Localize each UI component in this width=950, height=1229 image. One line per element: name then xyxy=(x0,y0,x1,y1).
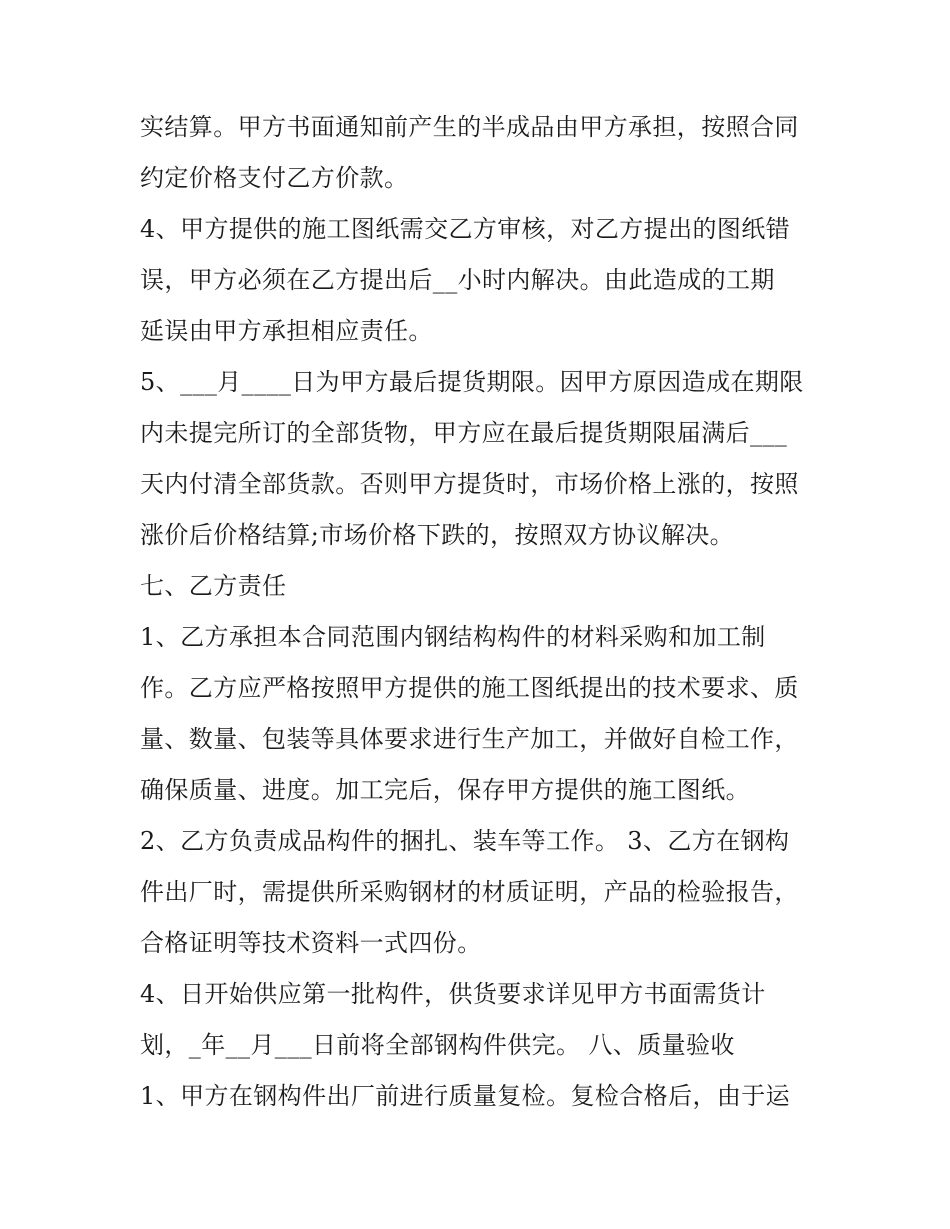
text-line: 4、甲方提供的施工图纸需交乙方审核，对乙方提出的图纸错 xyxy=(140,215,791,243)
text-line: 天内付清全部货款。否则甲方提货时，市场价格上涨的，按照 xyxy=(140,470,799,498)
text-line: 2、乙方负责成品构件的捆扎、装车等工作。 3、乙方在钢构 xyxy=(140,827,790,855)
section-heading: 七、乙方责任 xyxy=(140,572,287,600)
text-line: 量、数量、包装等具体要求进行生产加工，并做好自检工作， xyxy=(140,725,799,753)
text-line: 4、日开始供应第一批构件，供货要求详见甲方书面需货计 xyxy=(140,980,766,1008)
document-body xyxy=(140,102,830,1122)
text-line: 5、___月____日为甲方最后提货期限。因甲方原因造成在期限 xyxy=(140,368,804,396)
text-line: 件出厂时，需提供所采购钢材的材质证明，产品的检验报告， xyxy=(140,878,799,906)
text-line: 1、甲方在钢构件出厂前进行质量复检。复检合格后，由于运 xyxy=(140,1082,791,1110)
text-line: 合格证明等技术资料一式四份。 xyxy=(140,929,482,957)
text-line: 内未提完所订的全部货物，甲方应在最后提货期限届满后___ xyxy=(140,419,788,447)
text-line: 误，甲方必须在乙方提出后__小时内解决。由此造成的工期 xyxy=(140,266,775,294)
text-line: 1、乙方承担本合同范围内钢结构构件的材料采购和加工制 xyxy=(140,623,766,651)
text-line: 划，_年__月___日前将全部钢构件供完。 八、质量验收 xyxy=(140,1031,735,1059)
text-line: 作。乙方应严格按照甲方提供的施工图纸提出的技术要求、质 xyxy=(140,674,799,702)
text-line: 涨价后价格结算;市场价格下跌的，按照双方协议解决。 xyxy=(140,521,735,549)
text-line: 延误由甲方承担相应责任。 xyxy=(140,317,433,345)
text-line: 确保质量、进度。加工完后，保存甲方提供的施工图纸。 xyxy=(140,776,750,804)
text-line: 约定价格支付乙方价款。 xyxy=(140,164,409,192)
text-line: 实结算。甲方书面通知前产生的半成品由甲方承担，按照合同 xyxy=(140,113,799,141)
